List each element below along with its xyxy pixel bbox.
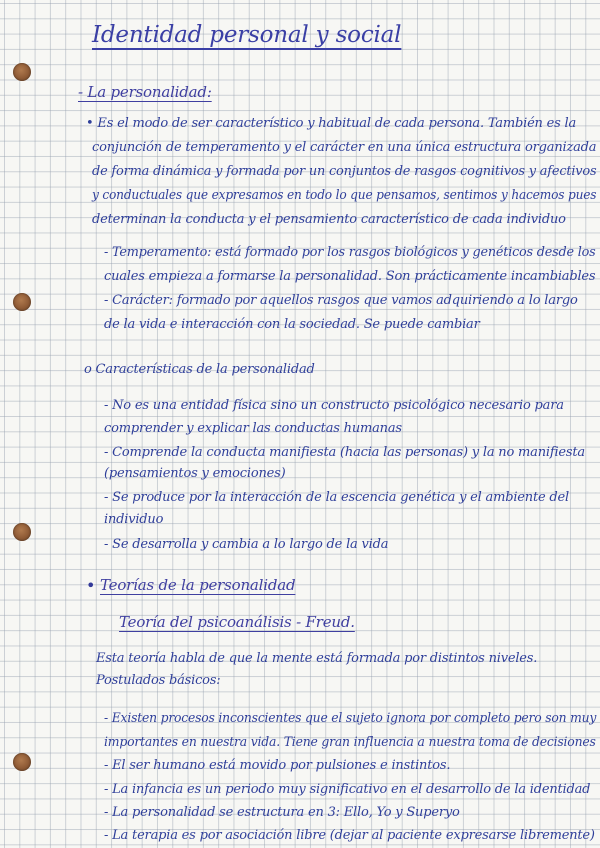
postulate-line: - La personalidad se estructura en 3: Ello, Yo y Superyo (104, 805, 460, 820)
list-item-line: - Se produce por la interacción de la escencia genética y el ambiente del (104, 490, 569, 505)
section-heading-teorias: Teorías de la personalidad (100, 576, 296, 594)
paragraph-line: y conductuales que expresamos en todo lo que pensamos, sentimos y hacemos pues (92, 188, 597, 203)
paragraph-line: de forma dinámica y formada por un conjuntos de rasgos cognitivos y afectivos (92, 164, 597, 179)
intro-line: Esta teoría habla de que la mente está formada por distintos niveles. (96, 651, 538, 666)
postulate-line: - El ser humano está movido por pulsiones e instintos. (104, 758, 451, 773)
sub-point-line: de la vida e interacción con la sociedad. Se puede cambiar (104, 317, 480, 332)
intro-line: Postulados básicos: (96, 673, 221, 688)
list-item-line: - Comprende la conducta manifiesta (hacia las personas) y la no manifiesta (104, 445, 585, 460)
page-title: Identidad personal y social (92, 22, 402, 48)
postulate-line: - La infancia es un periodo muy significativo en el desarrollo de la identidad (104, 782, 591, 797)
list-item-line: - No es una entidad física sino un constructo psicológico necesario para (104, 398, 564, 413)
section-heading-caracteristicas: o Características de la personalidad (84, 362, 315, 377)
paragraph-line: • Es el modo de ser característico y habitual de cada persona. También es la (86, 116, 577, 131)
sub-point-line: - Carácter: formado por aquellos rasgos que vamos adquiriendo a lo largo (104, 293, 578, 308)
postulate-line: - Existen procesos inconscientes que el sujeto ignora por completo pero son muy (104, 711, 597, 726)
list-item-line: comprender y explicar las conductas humanas (104, 421, 402, 436)
paragraph-line: conjunción de temperamento y el carácter en una única estructura organizada (92, 140, 597, 155)
postulate-line: importantes en nuestra vida. Tiene gran influencia a nuestra toma de decisiones (104, 735, 596, 750)
bullet-icon: • (86, 576, 96, 595)
postulate-line: - La terapia es por asociación libre (dejar al paciente expresarse libremente) (104, 828, 595, 843)
binder-hole (13, 63, 31, 81)
paragraph-line: determinan la conducta y el pensamiento característico de cada individuo (92, 212, 566, 227)
sub-point-line: - Temperamento: está formado por los rasgos biológicos y genéticos desde los (104, 245, 596, 260)
binder-hole (13, 753, 31, 771)
list-item-line: individuo (104, 512, 164, 527)
binder-hole (13, 293, 31, 311)
section-heading-personalidad: - La personalidad: (78, 83, 212, 101)
sub-point-line: cuales empieza a formarse la personalidad. Son prácticamente incambiables (104, 269, 596, 284)
subsection-heading-freud: Teoría del psicoanálisis - Freud. (119, 613, 355, 631)
list-item-line: - Se desarrolla y cambia a lo largo de la vida (104, 537, 389, 552)
binder-hole (13, 523, 31, 541)
list-item-line: (pensamientos y emociones) (104, 466, 286, 481)
